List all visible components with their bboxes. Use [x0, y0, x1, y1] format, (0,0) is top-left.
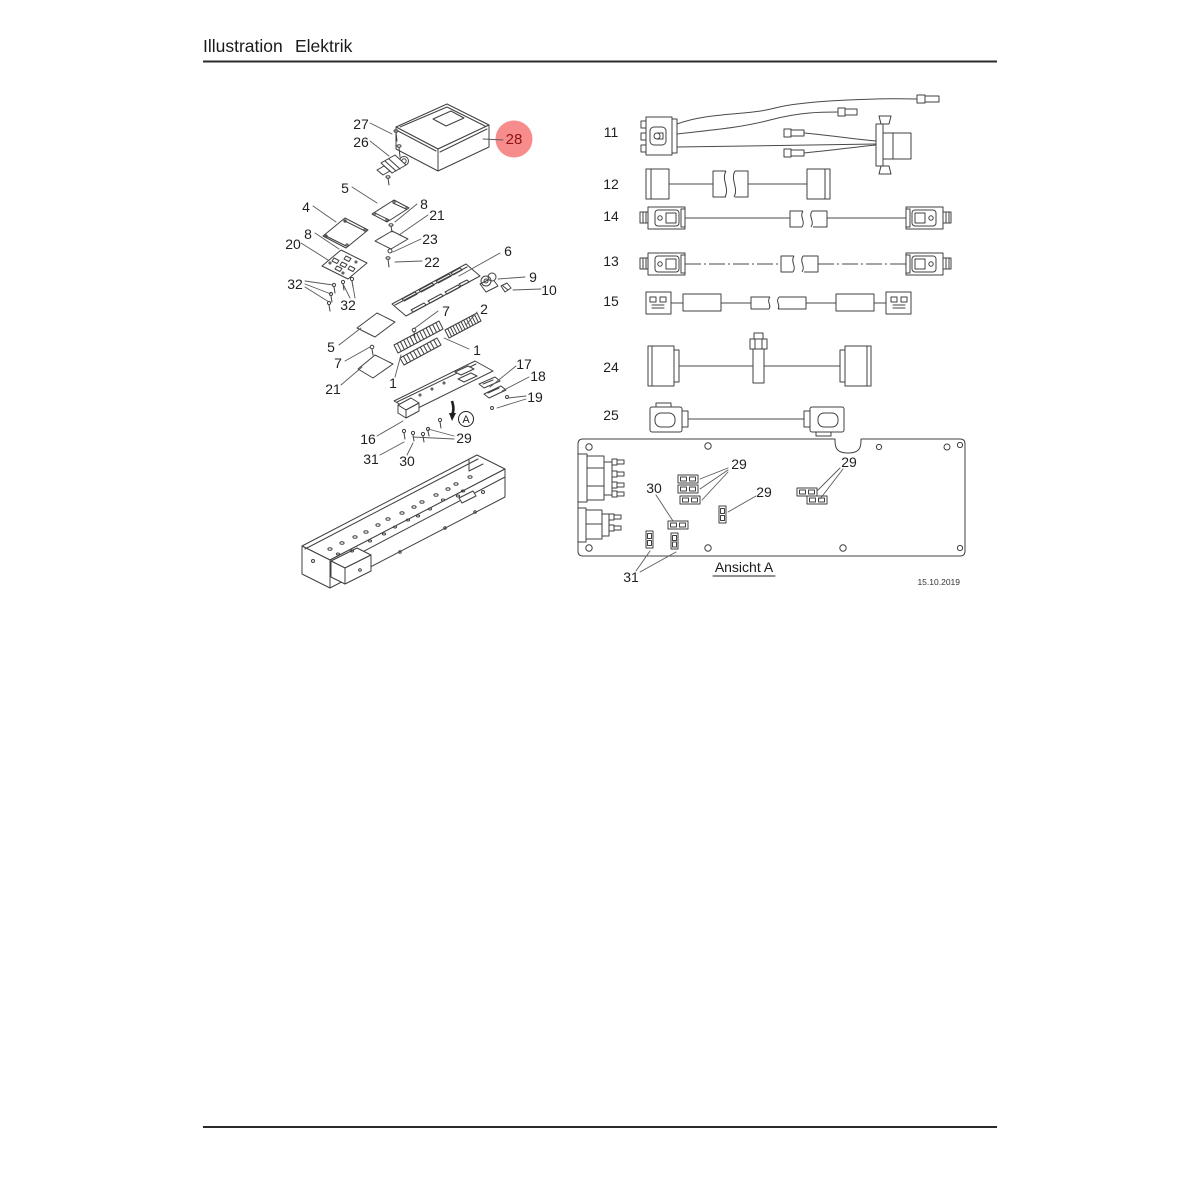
callout-2: 2	[480, 301, 488, 317]
callout-9: 9	[529, 269, 537, 285]
washer-23	[388, 249, 392, 253]
inline-module	[836, 294, 874, 311]
exploded-view	[285, 104, 557, 588]
callout-32a: 32	[287, 276, 303, 292]
screw-19b	[491, 407, 494, 410]
callout-19: 19	[527, 389, 543, 405]
page-header	[203, 36, 997, 63]
cable-assemblies	[603, 95, 951, 436]
fuse-horizontal	[680, 496, 700, 504]
callout-21a: 21	[429, 207, 445, 223]
center-bolt	[750, 333, 767, 383]
cover-plate-21b	[358, 355, 393, 378]
callout-6: 6	[504, 243, 512, 259]
cable-assembly-14	[603, 207, 951, 229]
callout-5b: 5	[327, 339, 335, 355]
view-label: Ansicht A	[714, 559, 774, 575]
callout-31: 31	[363, 451, 379, 467]
connector-right	[804, 407, 844, 436]
callout-32b: 32	[340, 297, 356, 313]
fuse-horizontal	[797, 488, 817, 496]
callout-27: 27	[353, 116, 369, 132]
control-box	[377, 104, 489, 175]
chassis-beam	[302, 455, 505, 588]
cover-plates	[322, 176, 409, 279]
page-section: Elektrik	[295, 36, 353, 56]
callout-7a: 7	[442, 303, 450, 319]
callout-8a: 8	[420, 196, 428, 212]
callout-10: 10	[541, 282, 557, 298]
plug-connector	[381, 155, 406, 173]
connector-left	[640, 253, 685, 275]
callout-26: 26	[353, 134, 369, 150]
highlight-label: 28	[505, 131, 523, 148]
callout-13: 13	[603, 253, 619, 269]
detail-marker	[449, 401, 474, 427]
callout-1b: 1	[389, 375, 397, 391]
callout-7b: 7	[334, 355, 342, 371]
callout-17: 17	[516, 356, 532, 372]
callout-29a: 29	[731, 456, 747, 472]
callout-11: 11	[603, 124, 619, 140]
callout-24: 24	[603, 359, 619, 375]
cover-plate-17	[479, 377, 500, 388]
fuse-horizontal	[668, 521, 688, 529]
callout-29c: 29	[756, 484, 772, 500]
plug-10	[501, 283, 511, 292]
connector-multi-pin	[641, 117, 677, 155]
cable-assembly-15	[603, 292, 911, 314]
connector-right	[906, 207, 951, 229]
footer-rule	[203, 1126, 997, 1128]
highlight-callout[interactable]	[483, 121, 533, 158]
revision-date: 15.10.2019	[917, 577, 960, 587]
callout-1a: 1	[473, 342, 481, 358]
detail-marker-label: A	[462, 414, 470, 426]
connector-round	[876, 116, 911, 174]
connector-right	[886, 292, 911, 314]
page-title: Illustration	[203, 36, 283, 56]
callout-25: 25	[603, 407, 619, 423]
slotted-plate-6	[392, 264, 511, 316]
connector-right	[906, 253, 951, 275]
fuse-vertical	[671, 533, 678, 549]
fuse-vertical	[719, 506, 726, 523]
callout-21b: 21	[325, 381, 341, 397]
cable-assembly-13	[603, 253, 951, 275]
header-rule	[203, 61, 997, 63]
callout-30: 30	[399, 453, 415, 469]
inline-module	[683, 294, 721, 311]
cable-assembly-25	[603, 403, 844, 436]
callout-5a: 5	[341, 180, 349, 196]
callout-22: 22	[424, 254, 440, 270]
cover-plate-18	[484, 386, 506, 398]
fuse-vertical	[646, 531, 653, 548]
callout-20: 20	[285, 236, 301, 252]
pcb-board-20	[322, 250, 367, 279]
callout-16: 16	[360, 431, 376, 447]
callout-29: 29	[456, 430, 472, 446]
cover-plate-5	[372, 200, 409, 222]
connector-left	[650, 403, 688, 432]
connector-left	[640, 207, 685, 229]
fuse-horizontal	[678, 485, 698, 493]
cable-assembly-12	[603, 169, 830, 199]
cover-plate-21	[375, 231, 408, 249]
callout-8b: 8	[304, 226, 312, 242]
callout-23: 23	[422, 231, 438, 247]
callout-4: 4	[302, 199, 310, 215]
cable-assembly-11	[604, 95, 939, 174]
callout-18: 18	[530, 368, 546, 384]
callout-31: 31	[623, 569, 639, 585]
callout-14: 14	[603, 208, 619, 224]
fuse-horizontal	[807, 496, 827, 504]
callout-12: 12	[603, 176, 619, 192]
cable-assembly-24	[603, 333, 871, 386]
connector-left	[646, 292, 671, 314]
detail-arrow	[449, 413, 456, 421]
callout-15: 15	[603, 293, 619, 309]
fuse-horizontal	[678, 475, 698, 483]
callout-29b: 29	[841, 454, 857, 470]
valve-9	[480, 273, 498, 292]
callout-30: 30	[646, 480, 662, 496]
cover-plate-5b	[357, 313, 395, 337]
panel-view	[578, 439, 965, 587]
